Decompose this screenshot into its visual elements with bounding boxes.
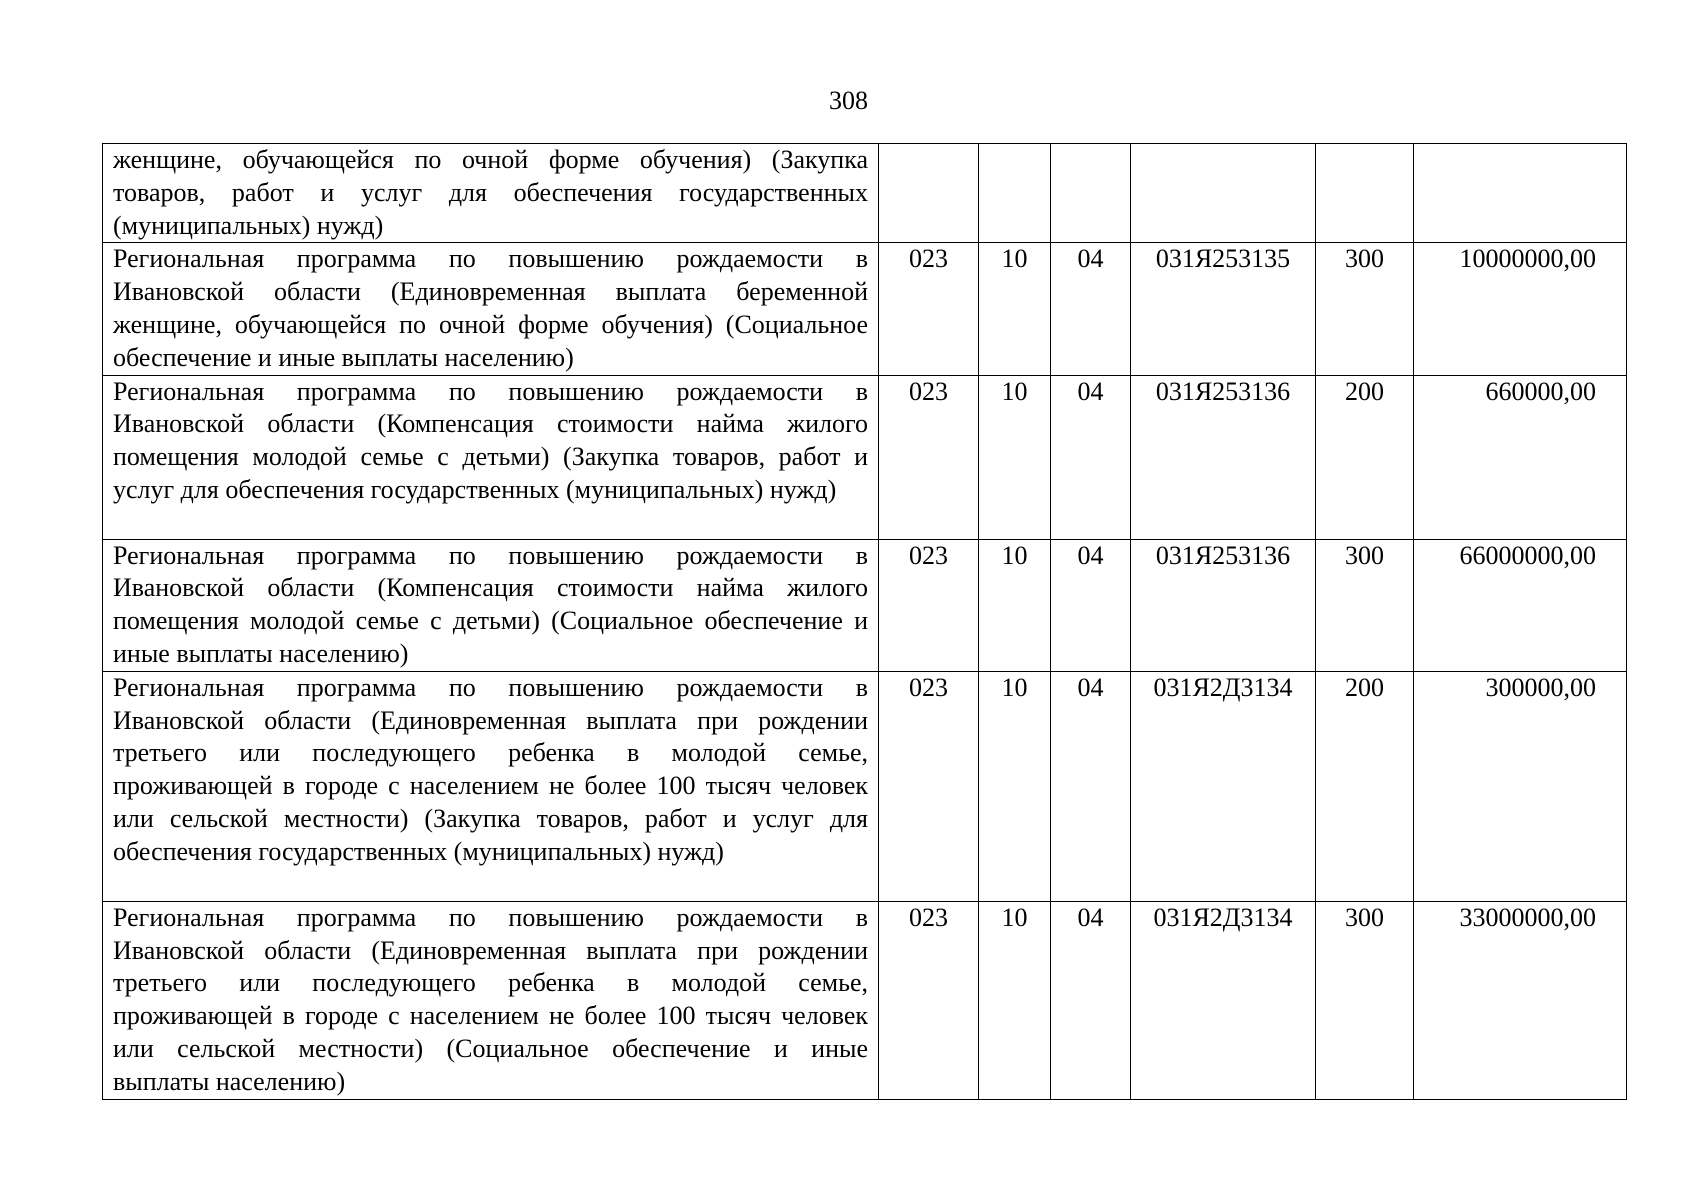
section-code: 10: [979, 375, 1051, 539]
subsection-code: 04: [1051, 671, 1131, 901]
section-code: 10: [979, 901, 1051, 1099]
ministry-code: 023: [879, 243, 979, 375]
ministry-code: [879, 144, 979, 243]
section-code: 10: [979, 243, 1051, 375]
expense-type-code: [1316, 144, 1414, 243]
section-code: 10: [979, 539, 1051, 671]
expense-type-code: 300: [1316, 539, 1414, 671]
expense-type-code: 200: [1316, 375, 1414, 539]
amount: [1414, 144, 1627, 243]
table-row: [103, 901, 1627, 1099]
subsection-code: 04: [1051, 901, 1131, 1099]
table-row: [103, 375, 1627, 539]
target-article-code: [1131, 144, 1316, 243]
subsection-code: [1051, 144, 1131, 243]
target-article-code: 031Я253136: [1131, 539, 1316, 671]
ministry-code: 023: [879, 901, 979, 1099]
budget-table: [102, 143, 1627, 1100]
expense-description: Региональная программа по повышению рождаемости в Ивановской области (Единовременная выплата при рождении третьего или последующего ребенка в молодой семье, проживающей в городе с населением не более 100 тысяч человек или сельской местности) (Закупка товаров, работ и услуг для обеспечения государственных (муниципальных) нужд): [103, 671, 879, 901]
subsection-code: 04: [1051, 375, 1131, 539]
amount: 300000,00: [1414, 671, 1627, 901]
expense-type-code: 300: [1316, 901, 1414, 1099]
expense-description: женщине, обучающейся по очной форме обучения) (Закупка товаров, работ и услуг для обеспечения государственных (муниципальных) нужд): [103, 144, 879, 243]
table-row: [103, 144, 1627, 243]
table-row: [103, 671, 1627, 901]
subsection-code: 04: [1051, 539, 1131, 671]
ministry-code: 023: [879, 539, 979, 671]
section-code: 10: [979, 671, 1051, 901]
expense-description: Региональная программа по повышению рождаемости в Ивановской области (Единовременная выплата при рождении третьего или последующего ребенка в молодой семье, проживающей в городе с населением не более 100 тысяч человек или сельской местности) (Социальное обеспечение и иные выплаты населению): [103, 901, 879, 1099]
table-row: [103, 243, 1627, 375]
target-article-code: 031Я253135: [1131, 243, 1316, 375]
table-row: [103, 539, 1627, 671]
amount: 66000000,00: [1414, 539, 1627, 671]
amount: 660000,00: [1414, 375, 1627, 539]
ministry-code: 023: [879, 375, 979, 539]
amount: 10000000,00: [1414, 243, 1627, 375]
expense-type-code: 200: [1316, 671, 1414, 901]
amount: 33000000,00: [1414, 901, 1627, 1099]
target-article-code: 031Я2Д3134: [1131, 901, 1316, 1099]
target-article-code: 031Я253136: [1131, 375, 1316, 539]
expense-description: Региональная программа по повышению рождаемости в Ивановской области (Компенсация стоимости найма жилого помещения молодой семье с детьми) (Социальное обеспечение и иные выплаты населению): [103, 539, 879, 671]
section-code: [979, 144, 1051, 243]
expense-type-code: 300: [1316, 243, 1414, 375]
expense-description: Региональная программа по повышению рождаемости в Ивановской области (Единовременная выплата беременной женщине, обучающейся по очной форме обучения) (Социальное обеспечение и иные выплаты населению): [103, 243, 879, 375]
target-article-code: 031Я2Д3134: [1131, 671, 1316, 901]
page-number: 308: [829, 86, 868, 115]
expense-description: Региональная программа по повышению рождаемости в Ивановской области (Компенсация стоимости найма жилого помещения молодой семье с детьми) (Закупка товаров, работ и услуг для обеспечения государственных (муниципальных) нужд): [103, 375, 879, 539]
ministry-code: 023: [879, 671, 979, 901]
subsection-code: 04: [1051, 243, 1131, 375]
